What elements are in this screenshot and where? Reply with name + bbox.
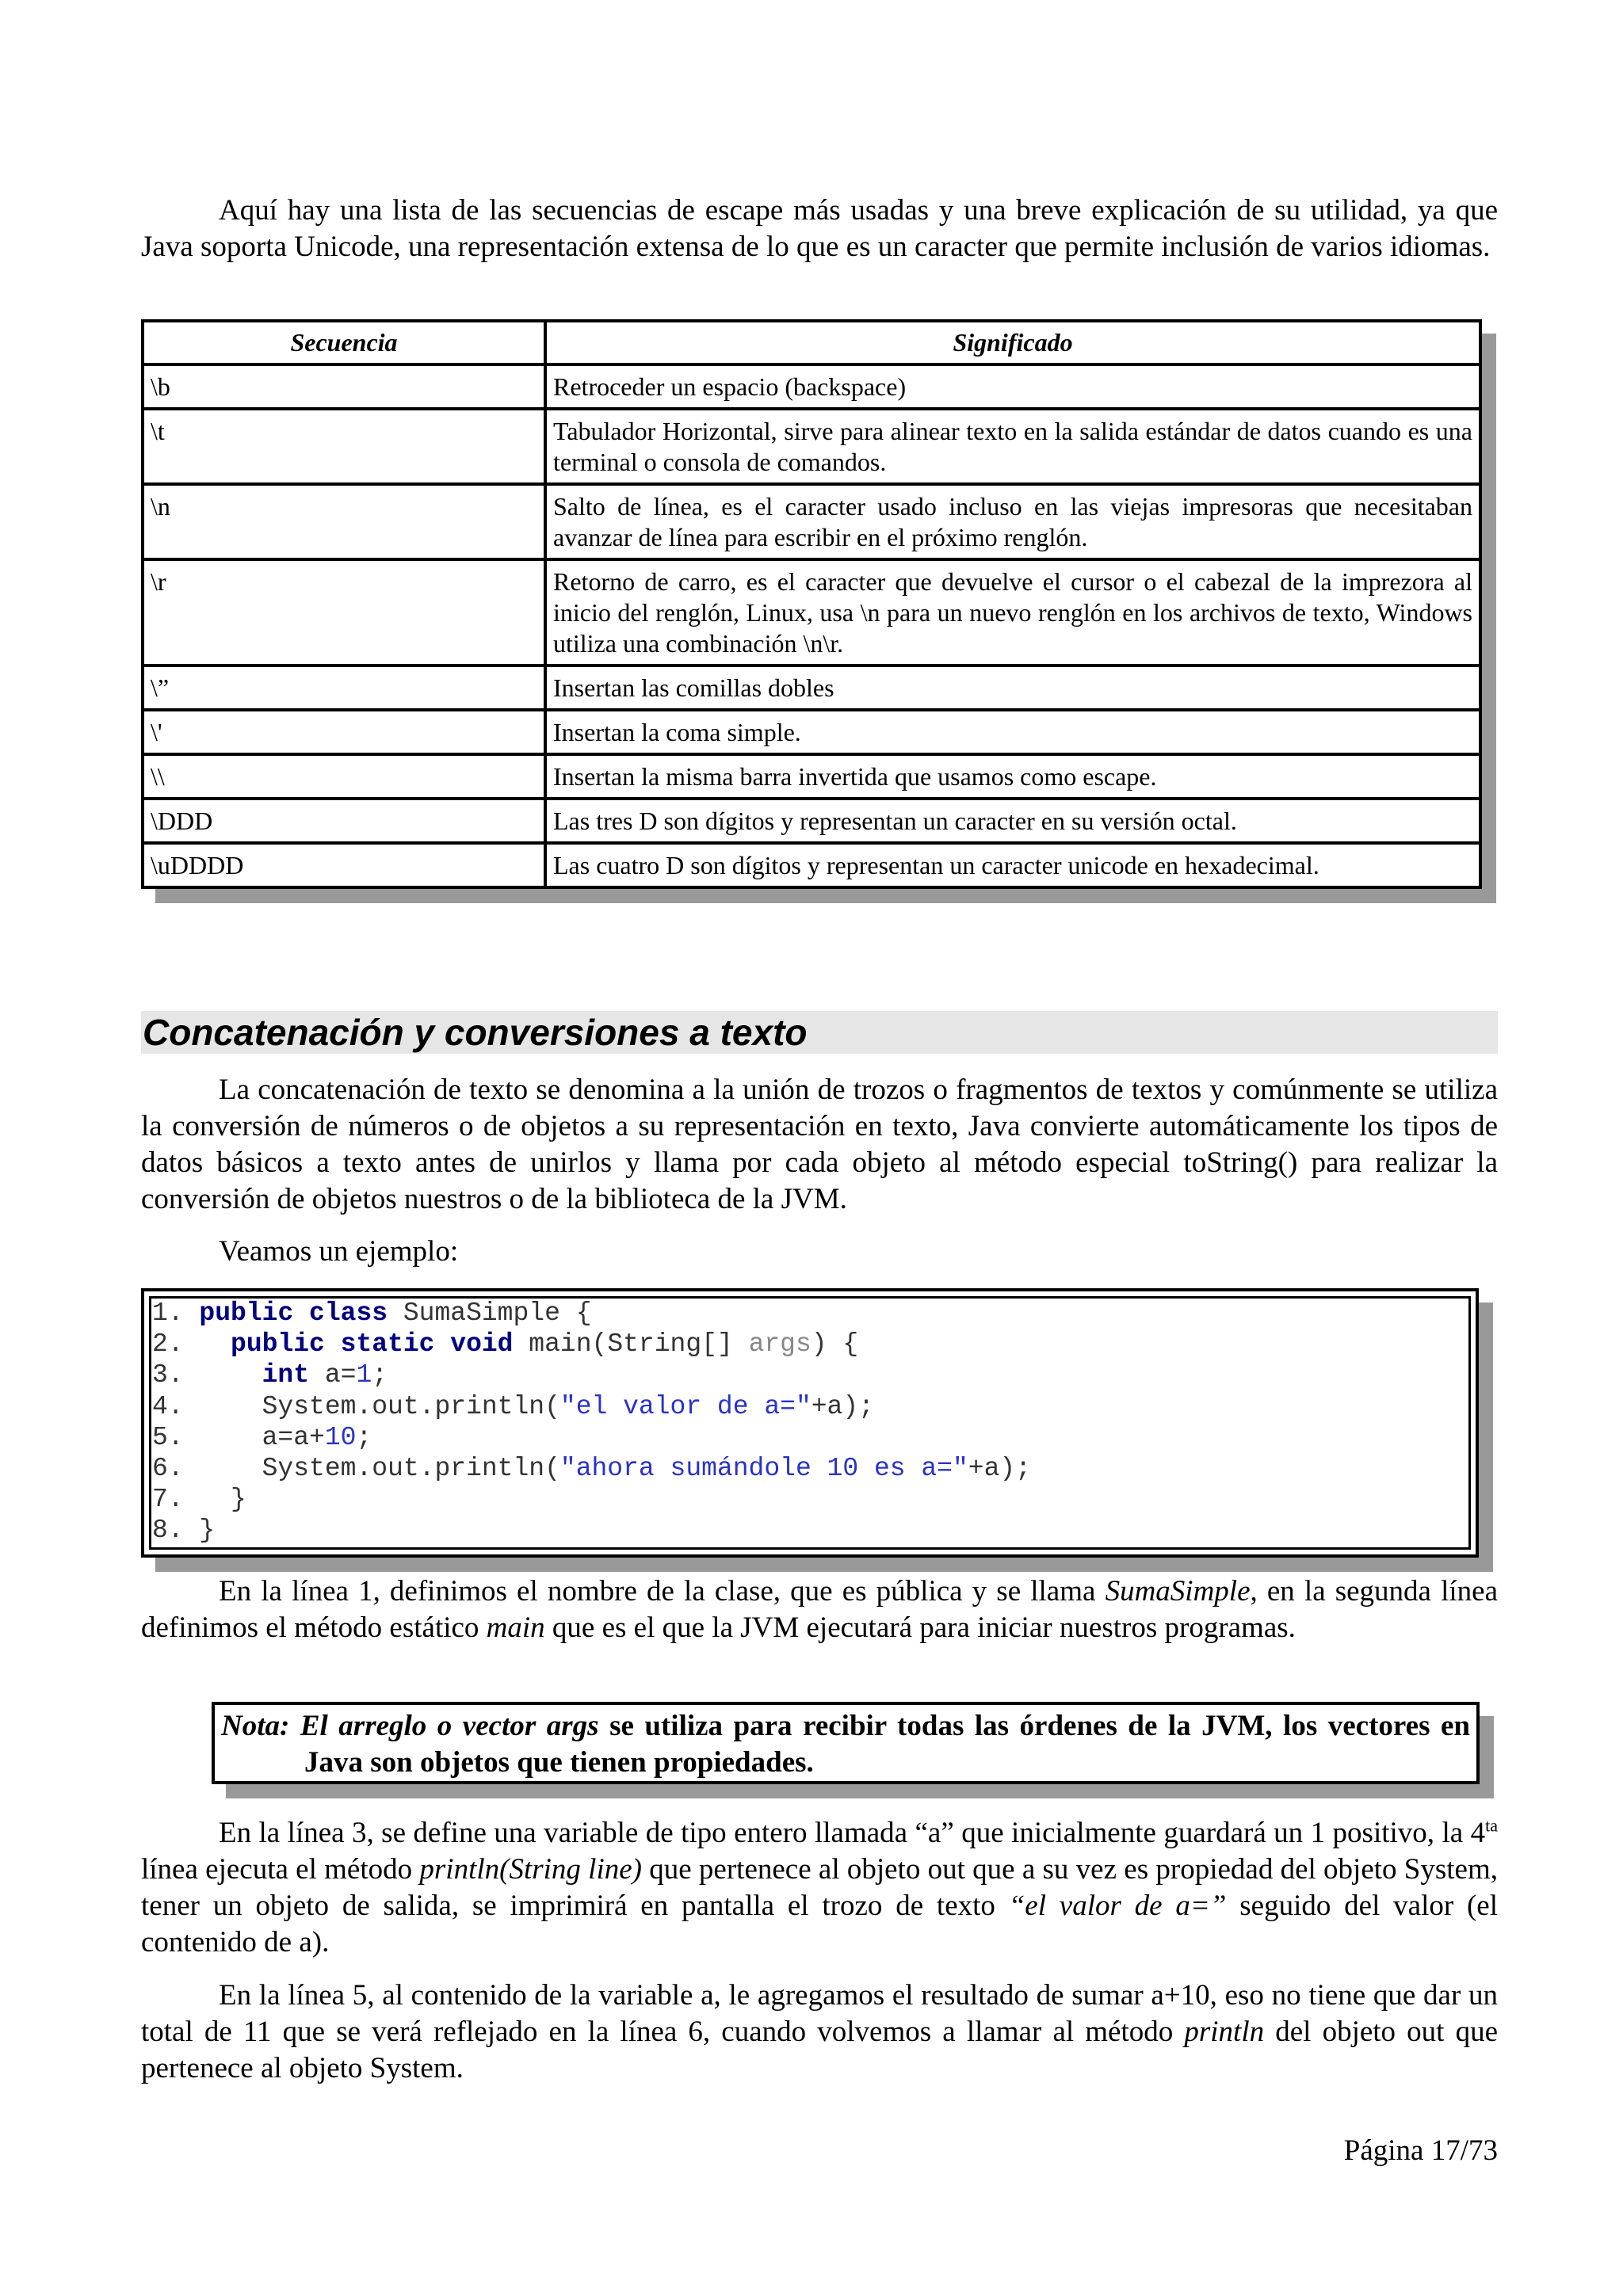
explanation-text-2 bbox=[141, 1815, 1498, 1961]
table-row bbox=[143, 710, 1480, 754]
code-token: +a); bbox=[811, 1391, 874, 1421]
meaning-cell: Insertan las comillas dobles bbox=[545, 666, 1480, 710]
code-line bbox=[152, 1298, 1031, 1329]
code-token: "ahora sumándole 10 es a=" bbox=[559, 1453, 968, 1483]
meaning-cell: Tabulador Horizontal, sirve para alinear texto en la salida estándar de datos cuando es una terminal o consola de comandos. bbox=[545, 409, 1480, 484]
concatenation-text: La concatenación de texto se denomina a la unión de trozos o fragmentos de textos y comúnmente se utiliza la conversión de números o de objetos a su representación en texto, Java convierte automáticamente los tipos de datos básicos a texto antes de unirlos y llama por cada objeto al método especial toString() para realizar la conversión de objetos nuestros o de la biblioteca de la JVM. bbox=[141, 1074, 1498, 1215]
code-token: a= bbox=[309, 1360, 357, 1390]
sequence-cell: \b bbox=[143, 364, 545, 409]
method-name-italic: main bbox=[486, 1611, 545, 1644]
code-token: ) { bbox=[811, 1329, 859, 1360]
meaning-cell: Retroceder un espacio (backspace) bbox=[545, 364, 1480, 409]
code-token: main(String[] bbox=[513, 1329, 749, 1360]
table-row bbox=[143, 754, 1480, 799]
code-token: args bbox=[748, 1329, 812, 1360]
code-line bbox=[152, 1515, 1031, 1546]
code-token: 2. bbox=[152, 1329, 231, 1360]
meaning-cell: Salto de línea, es el caracter usado incluso en las viejas impresoras que necesitaban avanzar de línea para escribir en el próximo renglón. bbox=[545, 484, 1480, 559]
code-token: ; bbox=[372, 1360, 388, 1390]
table-header-row bbox=[143, 321, 1480, 364]
table-row bbox=[143, 484, 1480, 559]
code-block-container bbox=[141, 1288, 1479, 1558]
text-span: que pertenece al objeto out que a su vez es propiedad del objeto System, tener un objeto de salida, se imprimirá en pantalla el trozo de texto bbox=[141, 1853, 1498, 1922]
code-line bbox=[152, 1391, 1031, 1422]
sequence-cell: \r bbox=[143, 559, 545, 666]
sequence-cell: \t bbox=[143, 409, 545, 484]
note-container bbox=[212, 1702, 1480, 1784]
note-box bbox=[212, 1702, 1480, 1784]
text-span: , en la segunda línea definimos el método estático bbox=[141, 1575, 1499, 1644]
text-span: En la línea 5, al contenido de la variable a, le agregamos el resultado de sumar a+10, eso no tiene que dar un total de 11 que se verá reflejado en la línea 6, cuando volvemos a llamar al método bbox=[141, 1979, 1498, 2048]
code-token: 6. System.out.println( bbox=[152, 1453, 560, 1483]
page-number: Página 17/73 bbox=[1343, 2134, 1498, 2167]
class-name-italic: SumaSimple bbox=[1105, 1575, 1251, 1608]
meaning-cell: Insertan la misma barra invertida que usamos como escape. bbox=[545, 754, 1480, 799]
code-line bbox=[152, 1329, 1031, 1360]
text-span: seguido del valor (el contenido de a). bbox=[141, 1890, 1498, 1958]
code-block bbox=[141, 1288, 1479, 1558]
sequence-cell: \” bbox=[143, 666, 545, 710]
code-listing bbox=[152, 1298, 1031, 1547]
sequence-cell: \\ bbox=[143, 754, 545, 799]
sequence-cell: \' bbox=[143, 710, 545, 754]
escape-table-container bbox=[141, 319, 1482, 889]
ordinal-superscript: ta bbox=[1485, 1815, 1498, 1836]
table-row bbox=[143, 799, 1480, 843]
text-span: que es el que la JVM ejecutará para iniciar nuestros programas. bbox=[544, 1611, 1296, 1644]
meaning-cell: Las cuatro D son dígitos y representan un caracter unicode en hexadecimal. bbox=[545, 843, 1480, 887]
table-row bbox=[143, 364, 1480, 409]
explanation-paragraph-2 bbox=[141, 1815, 1498, 1961]
code-token: +a); bbox=[968, 1453, 1031, 1483]
text-span: línea ejecuta el método bbox=[141, 1853, 420, 1886]
method-signature-italic: println(String line) bbox=[419, 1853, 642, 1886]
method-name-italic: println bbox=[1184, 2016, 1265, 2048]
explanation-text-1 bbox=[141, 1573, 1498, 1646]
code-token: public static void bbox=[231, 1329, 514, 1360]
code-token: 4. System.out.println( bbox=[152, 1391, 560, 1421]
section-heading: Concatenación y conversiones a texto bbox=[141, 1011, 1498, 1054]
code-token: "el valor de a=" bbox=[559, 1391, 812, 1421]
escape-sequence-table bbox=[141, 319, 1482, 889]
code-token: 1 bbox=[356, 1360, 372, 1390]
code-line bbox=[152, 1453, 1031, 1484]
quoted-text-italic: “el valor de a=” bbox=[1008, 1890, 1227, 1922]
code-token: 7. } bbox=[152, 1485, 246, 1515]
code-token: public class bbox=[199, 1299, 388, 1328]
text-span: En la línea 1, definimos el nombre de la clase, que es pública y se llama bbox=[219, 1575, 1106, 1608]
code-token: 10 bbox=[324, 1422, 357, 1452]
table-row bbox=[143, 409, 1480, 484]
explanation-paragraph-3 bbox=[141, 1978, 1498, 2087]
text-span: del objeto out que pertenece al objeto System. bbox=[141, 2016, 1498, 2084]
code-token: SumaSimple { bbox=[388, 1299, 592, 1328]
note-italic: El arreglo o vector args bbox=[289, 1710, 599, 1742]
sequence-cell: \DDD bbox=[143, 799, 545, 843]
explanation-text-3 bbox=[141, 1978, 1498, 2087]
code-token: 5. a=a+ bbox=[152, 1422, 325, 1452]
example-intro-text: Veamos un ejemplo: bbox=[219, 1235, 459, 1268]
code-line bbox=[152, 1484, 1031, 1515]
code-token: ; bbox=[356, 1422, 372, 1452]
sequence-cell: \uDDDD bbox=[143, 843, 545, 887]
meaning-cell: Las tres D son dígitos y representan un caracter en su versión octal. bbox=[545, 799, 1480, 843]
table-row bbox=[143, 843, 1480, 887]
code-token: 3. bbox=[152, 1360, 262, 1390]
code-line bbox=[152, 1422, 1031, 1453]
code-line bbox=[152, 1360, 1031, 1390]
example-intro bbox=[141, 1234, 1498, 1270]
table-row bbox=[143, 666, 1480, 710]
header-meaning: Significado bbox=[545, 321, 1480, 364]
note-text bbox=[221, 1708, 1470, 1781]
code-token: 8. } bbox=[152, 1516, 216, 1546]
meaning-cell: Retorno de carro, es el caracter que devuelve el cursor o el cabezal de la imprezora al inicio del renglón, Linux, usa \n para un nuevo renglón en los archivos de texto, Windows utiliza una combinación \n\r. bbox=[545, 559, 1480, 666]
explanation-paragraph-1 bbox=[141, 1573, 1498, 1646]
header-sequence: Secuencia bbox=[143, 321, 545, 364]
section-paragraph bbox=[141, 1072, 1498, 1218]
note-rest: se utiliza para recibir todas las órdenes de la JVM, los vectores en Java son objetos que tienen propiedades. bbox=[304, 1710, 1470, 1779]
intro-paragraph bbox=[141, 193, 1498, 265]
code-token: 1. bbox=[152, 1299, 200, 1328]
intro-text: Aquí hay una lista de las secuencias de escape más usadas y una breve explicación de su utilidad, ya que Java soporta Unicode, una representación extensa de lo que es un caracter que permite inclusión de varios idiomas. bbox=[141, 194, 1498, 263]
text-span: En la línea 3, se define una variable de tipo entero llamada “a” que inicialmente guardará un 1 positivo, la 4 bbox=[219, 1817, 1486, 1849]
note-label: Nota: bbox=[221, 1710, 290, 1742]
meaning-cell: Insertan la coma simple. bbox=[545, 710, 1480, 754]
sequence-cell: \n bbox=[143, 484, 545, 559]
code-token: int bbox=[262, 1360, 310, 1390]
table-row bbox=[143, 559, 1480, 666]
